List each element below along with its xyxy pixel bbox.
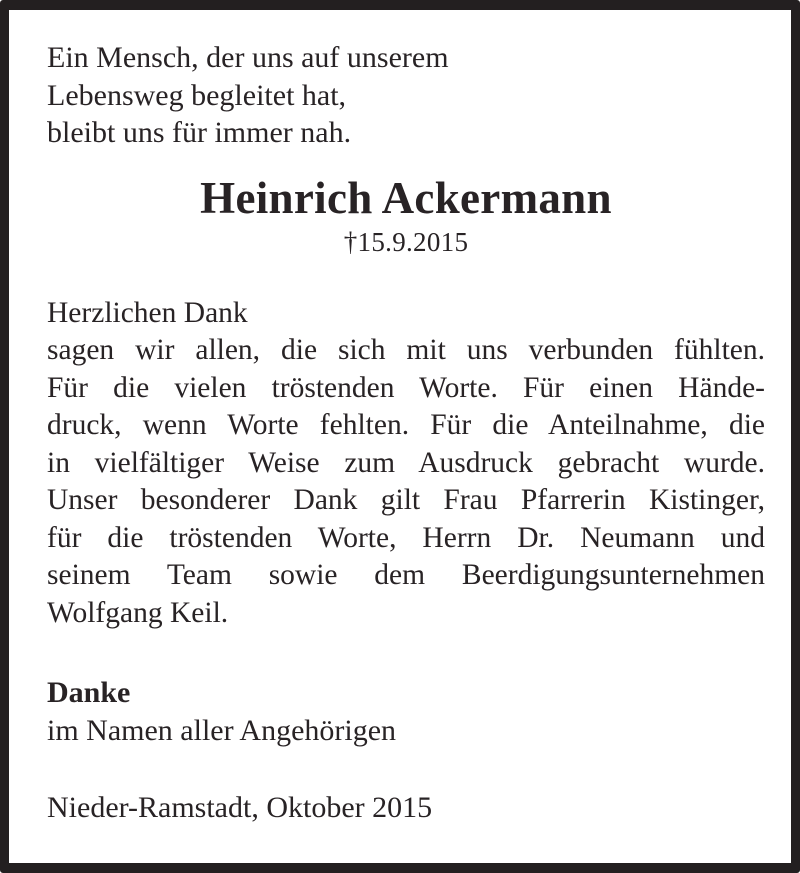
thanks-line: Herzlichen Dank (47, 296, 248, 329)
thanks-line: seinem Team sowie dem Beerdigungsunternehmen (47, 559, 765, 591)
epigraph-line: bleibt uns für immer nah. (47, 116, 352, 149)
closing-block (47, 674, 765, 749)
epigraph-line: Ein Mensch, der uns auf unserem (47, 41, 449, 74)
thanks-line: druck, wenn Worte fehlten. Für die Anteilnahme, die (47, 409, 765, 441)
place-date: Nieder-Ramstadt, Oktober 2015 (47, 791, 433, 824)
closing-thanks: Danke (47, 676, 131, 709)
obituary-content (9, 10, 791, 863)
thanks-line: Unser besonderer Dank gilt Frau Pfarrerin Kistinger, (47, 484, 765, 516)
thanks-line: für die tröstenden Worte, Herrn Dr. Neumann und (47, 521, 765, 554)
thanks-line: Für die vielen tröstenden Worte. Für einen Hände- (47, 371, 765, 404)
death-date: †15.9.2015 (343, 226, 469, 257)
deceased-name: Heinrich Ackermann (200, 172, 612, 223)
epigraph-line: Lebensweg begleitet hat, (47, 78, 347, 112)
thanks-paragraph (47, 295, 765, 633)
thanks-line: sagen wir allen, die sich mit uns verbunden fühlten. (47, 334, 765, 366)
epigraph (47, 39, 765, 152)
thanks-line: in vielfältiger Weise zum Ausdruck gebracht wurde. (47, 446, 765, 479)
signature: im Namen aller Angehörigen (47, 713, 397, 747)
thanks-line: Wolfgang Keil. (47, 596, 229, 629)
